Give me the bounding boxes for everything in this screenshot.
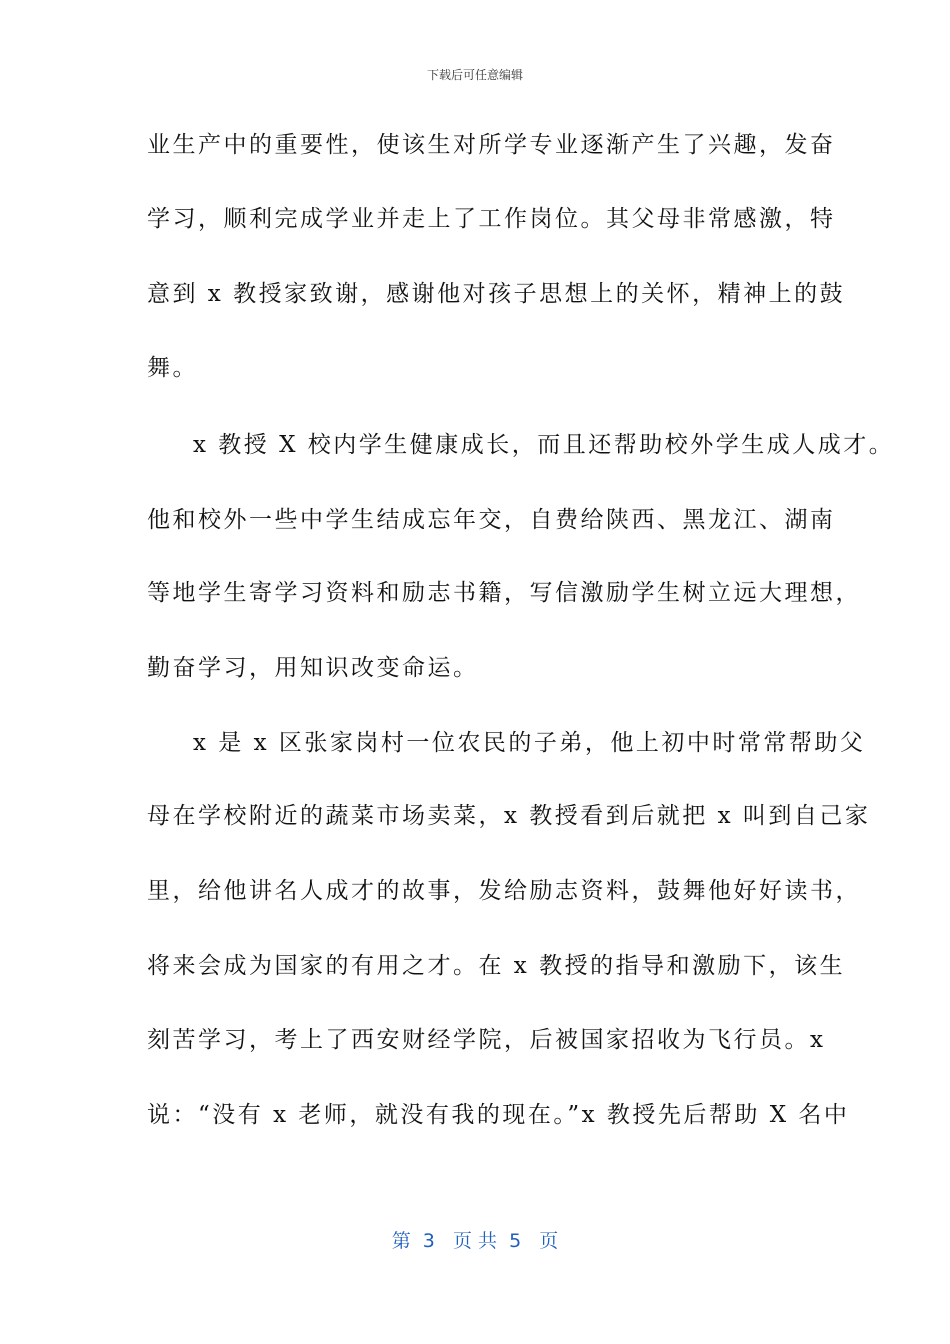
text-line: 刻苦学习，考上了西安财经学院，后被国家招收为飞行员。x xyxy=(147,1027,826,1053)
text-line: 母在学校附近的蔬菜市场卖菜，x 教授看到后就把 x 叫到自己家 xyxy=(147,803,871,829)
text-line: 等地学生寄学习资料和励志书籍，写信激励学生树立远大理想， xyxy=(147,580,861,606)
page-header: 下载后可任意编辑 xyxy=(426,68,523,82)
text-line: 将来会成为国家的有用之才。在 x 教授的指导和激励下，该生 xyxy=(147,953,846,979)
text-line: 勤奋学习，用知识改变命运。 xyxy=(147,655,479,681)
paragraph-first-line: x 是 x 区张家岗村一位农民的子弟，他上初中时常常帮助父 xyxy=(193,730,866,756)
text-line: 说：“没有 x 老师，就没有我的现在。”x 教授先后帮助 X 名中 xyxy=(147,1102,850,1128)
text-line: 学习，顺利完成学业并走上了工作岗位。其父母非常感激，特 xyxy=(147,206,836,232)
text-line: 舞。 xyxy=(147,355,198,381)
text-line: 业生产中的重要性，使该生对所学专业逐渐产生了兴趣，发奋 xyxy=(147,132,836,158)
paragraph-first-line: x 教授 X 校内学生健康成长，而且还帮助校外学生成人成才。 xyxy=(193,432,895,458)
text-line: 里，给他讲名人成才的故事，发给励志资料，鼓舞他好好读书， xyxy=(147,878,861,904)
text-line: 他和校外一些中学生结成忘年交，自费给陕西、黑龙江、湖南 xyxy=(147,507,836,533)
page-number-footer: 第 3 页 共 5 页 xyxy=(391,1230,559,1252)
text-line: 意到 x 教授家致谢，感谢他对孩子思想上的关怀，精神上的鼓 xyxy=(147,281,846,307)
